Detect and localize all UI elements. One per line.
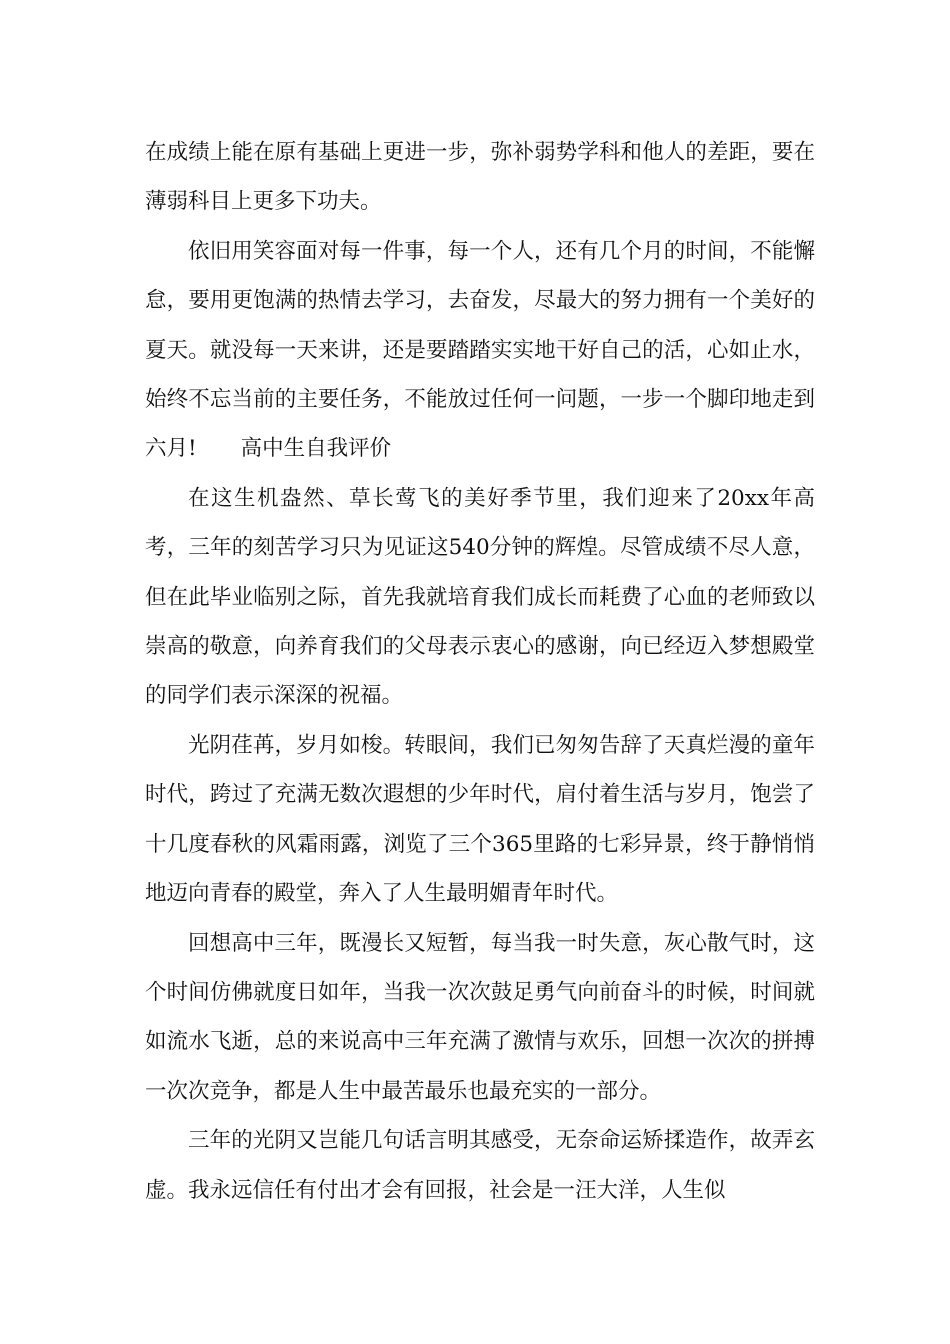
paragraph-2-text: 依旧用笑容面对每一件事，每一个人，还有几个月的时间，不能懈怠，要用更饱满的热情去学习，去奋发，尽最大的努力拥有一个美好的夏天。就没每一天来讲，还是要踏踏实实地干好自己的活，心如止水，始终不忘当前的主要任务，不能放过任何一问题，一步一个脚印地走到六月!: [145, 238, 815, 462]
section-heading: 高中生自我评价: [240, 436, 392, 462]
paragraph-6: 三年的光阴又岂能几句话言明其感受，无奈命运矫揉造作，故弄玄虚。我永远信任有付出才会有回报，社会是一汪大洋，人生似: [145, 1128, 815, 1203]
paragraph-3: 在这生机盎然、草长莺飞的美好季节里，我们迎来了20xx年高考，三年的刻苦学习只为见证这540分钟的辉煌。尽管成绩不尽人意，但在此毕业临别之际，首先我就培育我们成长而耗费了心血的老师致以崇高的敬意，向养育我们的父母表示衷心的感谢，向已经迈入梦想殿堂的同学们表示深深的祝福。: [145, 485, 815, 709]
paragraph-4: 光阴荏苒，岁月如梭。转眼间，我们已匆匆告辞了天真烂漫的童年时代，跨过了充满无数次遐想的少年时代，肩付着生活与岁月，饱尝了十几度春秋的风霜雨露，浏览了三个365里路的七彩异景，终于静悄悄地迈向青春的殿堂，奔入了人生最明媚青年时代。: [145, 732, 815, 907]
paragraph-2: [145, 227, 815, 474]
document-body: [145, 128, 815, 1215]
paragraph-5: 回想高中三年，既漫长又短暂，每当我一时失意，灰心散气时，这个时间仿佛就度日如年，当我一次次鼓足勇气向前奋斗的时候，时间就如流水飞逝，总的来说高中三年充满了激情与欢乐，回想一次次的拼搏一次次竞争，都是人生中最苦最乐也最充实的一部分。: [145, 930, 815, 1104]
paragraph-1: 在成绩上能在原有基础上更进一步，弥补弱势学科和他人的差距，要在薄弱科目上更多下功夫。: [145, 140, 815, 215]
